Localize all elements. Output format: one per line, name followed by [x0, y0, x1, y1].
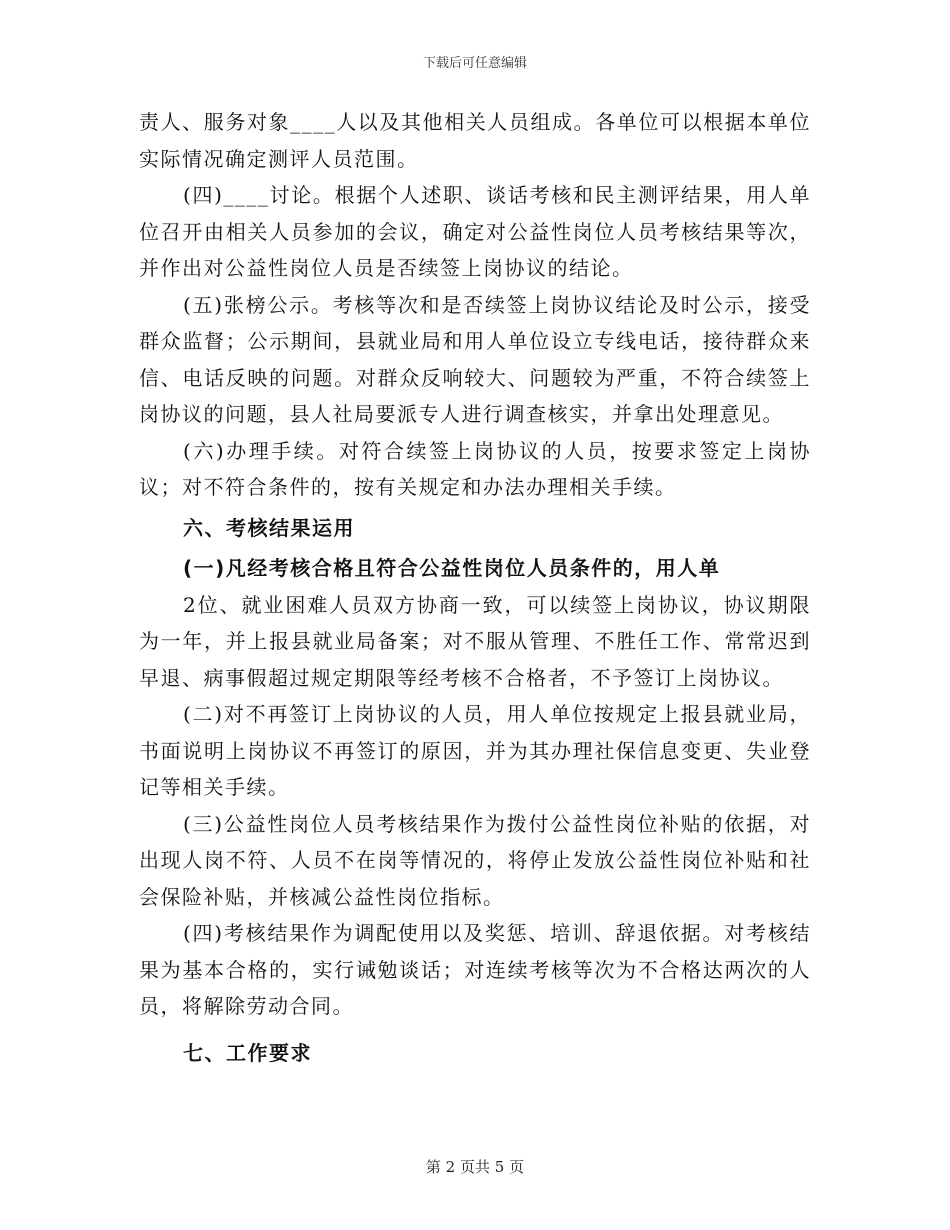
paragraph: (四)____讨论。根据个人述职、谈话考核和民主测评结果，用人单位召开由相关人员参加的会议，确定对公益性岗位人员考核结果等次，并作出对公益性岗位人员是否续签上岗协议的结论。 [139, 183, 811, 280]
page-header: 下载后可任意编辑 [422, 56, 527, 71]
paragraph: 2位、就业困难人员双方协商一致，可以续签上岗协议，协议期限为一年，并上报县就业局备案；对不服从管理、不胜任工作、常常迟到早退、病事假超过规定期限等经考核不合格者，不予签订上岗协议。 [139, 592, 811, 690]
paragraph: (三)公益性岗位人员考核结果作为拨付公益性岗位补贴的依据，对出现人岗不符、人员不在岗等情况的，将停止发放公益性岗位补贴和社会保险补贴，并核减公益性岗位指标。 [139, 811, 811, 909]
document-body [139, 104, 811, 1075]
subsection-heading: (一)凡经考核合格且符合公益性岗位人员条件的，用人单 [183, 556, 721, 580]
page-number: 第 2 页共 5 页 [425, 1158, 525, 1176]
paragraph: (五)张榜公示。考核等次和是否续签上岗协议结论及时公示，接受群众监督；公示期间，县就业局和用人单位设立专线电话，接待群众来信、电话反映的问题。对群众反响较大、问题较为严重，不符合续签上岗协议的问题，县人社局要派专人进行调查核实，并拿出处理意见。 [139, 292, 811, 426]
paragraph: (四)考核结果作为调配使用以及奖惩、培训、辞退依据。对考核结果为基本合格的，实行诫勉谈话；对连续考核等次为不合格达两次的人员，将解除劳动合同。 [139, 921, 811, 1018]
section-heading: 七、工作要求 [183, 1040, 312, 1065]
paragraph: (二)对不再签订上岗协议的人员，用人单位按规定上报县就业局，书面说明上岗协议不再签订的原因，并为其办理社保信息变更、失业登记等相关手续。 [139, 702, 811, 799]
paragraph: 责人、服务对象____人以及其他相关人员组成。各单位可以根据本单位实际情况确定测评人员范围。 [139, 110, 811, 171]
section-heading: 六、考核结果运用 [183, 515, 355, 540]
paragraph: (六)办理手续。对符合续签上岗协议的人员，按要求签定上岗协议；对不符合条件的，按有关规定和办法办理相关手续。 [139, 438, 811, 499]
